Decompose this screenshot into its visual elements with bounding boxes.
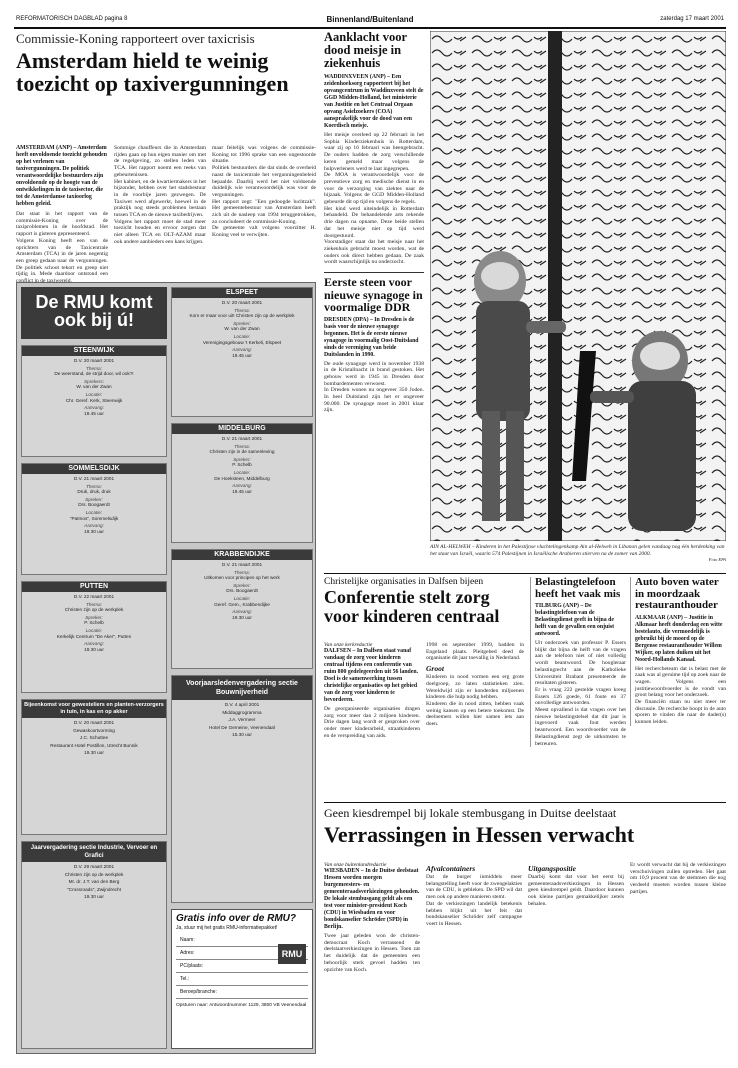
rmu-logo: RMU xyxy=(278,944,306,964)
rmu-box-title: STEENWIJK xyxy=(22,346,166,356)
rmu-speaker-label: Spreker: xyxy=(233,320,251,326)
header-date: zaterdag 17 maart 2001 xyxy=(660,16,724,22)
rmu-box-title: SOMMELSDIJK xyxy=(22,464,166,474)
article-belasting-p3: Meest opvallend is dat vragen over het nieuwe belastingstelsel dat dit jaar is ingevoerd vaak fout werden beantwoord. Een woordvoerder van de Belastingdienst zegt de uitkomsten te betreuren. xyxy=(535,707,626,747)
rmu-box-title: ELSPEET xyxy=(172,288,312,298)
rmu-location: Verenigingsgebouw 't Kerkeli, Elspeet xyxy=(202,339,282,345)
article-hessen-sub2: Uitgangspositie xyxy=(528,864,576,873)
rmu-location-label: Locatie: xyxy=(85,627,103,633)
page-header xyxy=(14,14,726,26)
rmu-thema: Christen zijn op de werkplek xyxy=(64,607,124,613)
rmu-time-label: Aanvang: xyxy=(232,609,252,615)
article-meisje-p4: Voorstadiger staat dat het meisje naar het ziekenhuis gebracht moest worden, wat de ouders ook direct hebben gedaan. De zaak wordt waarschijnlijk nu onderzocht. xyxy=(324,239,424,266)
rmu-location: Kerkelijk Centrum "De Aker", Putten xyxy=(56,633,132,639)
rmu-box-putten xyxy=(21,581,167,693)
form-field-label: Adres xyxy=(180,950,194,956)
rmu-box-date: D.V. 22 maart 2001 xyxy=(73,594,115,599)
article-tax-col2 xyxy=(114,145,206,246)
article-hessen-headline: Verrassingen in Hessen verwacht xyxy=(324,822,635,847)
rmu-special-title: Jaarvergadering sectie Industrie, Vervoer en Grafici xyxy=(22,842,166,862)
article-meisje xyxy=(324,31,424,414)
header-rule xyxy=(14,27,726,29)
rmu-location-label: Locatie: xyxy=(85,391,103,397)
rmu-box-special-1 xyxy=(21,699,167,835)
article-auto-p1: Het rechercheteam dat is belast met de zaak was al geruime tijd op zoek naar de wagen. Volgens een justitiewoordvoerder is de vondt van groot belang voor het onderzoek. xyxy=(635,665,727,699)
rmu-time: 19.30 uur xyxy=(84,528,104,534)
rmu-special-speaker: J.A. Vermeer xyxy=(228,717,256,723)
rmu-speaker: P. Schelb xyxy=(232,462,252,468)
rmu-box-title: KRABBENDIJKE xyxy=(172,550,312,560)
rmu-info-form xyxy=(171,909,313,1049)
rmu-time: 19.30 uur xyxy=(84,646,104,652)
rmu-thema-label: Thema: xyxy=(234,569,250,575)
article-hessen-byline: Van onze buitenlandredactie xyxy=(324,862,387,868)
rmu-time-label: Aanvang: xyxy=(232,347,252,353)
rmu-time: 19.45 uur xyxy=(232,488,252,494)
rmu-speaker-label: Sprekers: xyxy=(83,378,105,384)
article-hessen-p2: Dat de burger inmiddels meer belangstelling heeft voor de zwengelakties van de CDU, is gebleken. De SPD wil dat men ook op andere manieren stemt. xyxy=(426,874,522,901)
rmu-special-speaker: J.C. Schuttee xyxy=(79,735,109,741)
rmu-time: 19.45 uur xyxy=(84,410,104,416)
rmu-box-date: D.V. 21 maart 2001 xyxy=(73,476,115,481)
header-left: REFORMATORISCH DAGBLAD pagina 8 xyxy=(16,16,128,22)
rmu-special-meeting: Middaggrogramma xyxy=(222,709,262,715)
rmu-location-label: Locatie: xyxy=(233,595,251,601)
rmu-location: De Hoeksteen, Middelburg xyxy=(214,475,270,481)
article-synagoge-p2: In Dresden wonen nu ongeveer 350 Joden. In heel Duitsland zijn het er ongeveer 90.000. De synagoge moet in 2001 klaar zijn. xyxy=(324,387,424,414)
rmu-box-date: D.V. 21 maart 2001 xyxy=(221,436,263,441)
rmu-time: 19.45 uur xyxy=(232,352,252,358)
article-meisje-p1: Het meisje overleed op 22 februari in het Sophia Kinderziekenhuis in Rotterdam, waar zij op 16 februari was heengebracht. De ouders hadden de zorg verschillende keren gemeld maar volgens de hulpverleners werd te laat ingegrepen. xyxy=(324,132,424,172)
rmu-box-date: D.V. 20 maart 2001 xyxy=(221,300,263,305)
rmu-thema: Druk, druk, druk xyxy=(77,489,111,495)
rmu-speaker-label: Spreker: xyxy=(85,614,103,620)
rmu-speaker: W. van der Zwan xyxy=(224,326,260,332)
article-dalfsen-col2 xyxy=(426,642,524,728)
form-field-name[interactable]: Naam: xyxy=(176,934,308,947)
article-tax-p5: Volgens het rapport moet de stad meer toezicht houden en ervoor zorgen dat niet alleen TCA en OLT-AZAM maar ook andere aanbieders een kans krijgen. xyxy=(114,218,206,245)
rmu-thema: De weerstand, de strijd door, wil ook?! xyxy=(54,371,134,377)
rmu-box-sommelsdijk xyxy=(21,463,167,575)
article-tax-p4: Het kabinet, en de kwartiermakers in het bijzonder, hebben over het stadsbestuur in de voorbije jaren gezwegen. De Taxiwet werd afgewerkt, hoewel in de praktijk nog steeds problemen bestaan tussen TCA en de nieuwe taxibedrijven. xyxy=(114,178,206,219)
article-synagoge xyxy=(324,272,424,414)
form-field-label: Naam xyxy=(180,937,194,943)
rmu-thema: Kom er maar voor uit! Christen zijn op de werkplek xyxy=(189,313,295,319)
article-synagoge-p1: De oude synagoge werd in november 1938 in de Kristallnacht in brand gestoken. Het gebouw werd in 1945 in Dresden door bombardementen verwoest. xyxy=(324,360,424,387)
rmu-special-location: Restaurant Hotel Postillon, Utrecht Bunnik xyxy=(50,742,138,748)
rmu-special-title: Bijeenkomst voor gewesteliers en planten-verzorgers in tuin, in kas en op akker xyxy=(22,700,166,718)
article-belasting xyxy=(530,577,626,747)
rmu-advertisement xyxy=(16,282,316,1054)
rmu-speaker: Drs. Boogaerdt xyxy=(226,588,258,594)
rmu-thema-label: Thema: xyxy=(234,443,250,449)
header-section: Binnenland/Buitenland xyxy=(326,15,414,24)
article-dalfsen xyxy=(324,577,524,626)
rmu-special-thema: Christen zijn op de werkplek xyxy=(64,871,124,877)
article-tax-col1 xyxy=(16,145,108,285)
rmu-location: Geref. Gem., Krabbendijke xyxy=(214,601,270,607)
rmu-thema-label: Thema: xyxy=(86,365,102,371)
rmu-box-special-3 xyxy=(21,841,167,1049)
article-dalfsen-kicker: Christelijke organisaties in Dalfsen bijeen xyxy=(324,577,484,587)
rmu-box-elspeet xyxy=(171,287,313,417)
rmu-speaker-label: Spreker: xyxy=(233,456,251,462)
photo-image xyxy=(430,31,726,541)
newspaper-page xyxy=(14,14,726,1054)
article-meisje-headline: Aanklacht voor dood meisje in ziekenhuis xyxy=(324,30,407,70)
rmu-time: 19.30 uur xyxy=(232,614,252,620)
article-tax-intro: AMSTERDAM (ANP) – Amsterdam heeft onvoldoende toezicht gehouden op het verlenen van taxivergunningen. De politiek verantwoordelijke bestuurders zijn onvoldoende op de hoogte van de ontwikkelingen in de taxisector, die tot de Amsterdamse taxioorlog hebben geleid. xyxy=(16,145,107,207)
form-field-address[interactable]: Adres: xyxy=(176,947,308,960)
rmu-special-thema: Gewaskoortvorming xyxy=(73,727,115,733)
rmu-thema-label: Thema: xyxy=(86,601,102,607)
mid-rule xyxy=(324,573,726,574)
rmu-special-date: D.V. 4 april 2001 xyxy=(224,702,260,707)
article-hessen-col3 xyxy=(528,862,624,908)
rmu-box-steenwijk xyxy=(21,345,167,457)
rmu-thema-label: Thema: xyxy=(86,483,102,489)
rmu-special-date: D.V. 20 maart 2001 xyxy=(73,720,115,725)
article-dalfsen-intro: DALFSEN – In Dalfsen staat vanaf vandaag de zorg voor kinderen centraal tijdens een conferentie van ruim 800 gedelegeerden uit 56 landen. Doel is de samenwerking tussen christelijke organisaties op het gebied van de zorg voor kinderen te bevorderen. xyxy=(324,648,419,703)
photo-caption-block xyxy=(430,544,726,564)
article-tax-p1: Dat staat in het rapport van de commissie-Koning over de taxiproblemen in de hoofdstad. Het rapport is gisteren gepresenteerd. xyxy=(16,211,108,238)
rmu-time-label: Aanvang: xyxy=(84,641,104,647)
article-auto xyxy=(630,577,726,726)
rmu-special-time: 19.30 uur xyxy=(84,750,104,756)
article-synagoge-intro: DRESDEN (DPA) – In Dresden is de basis voor de nieuwe synagoge begonnen. Het is de eerste nieuwe synagoge in voormalig Oost-Duitsland sinds de vereniging van beide Duitslanden in 1990. xyxy=(324,316,419,358)
article-belasting-p1: Uit onderzoek van professor P. Essers blijkt dat bijna de helft van de vragen aan de telefoon niet of niet volledig wordt beantwoord. De hoogleraar belastingrecht aan de Katholieke Universiteit Brabant presenteerde de resultaten gisteren. xyxy=(535,640,626,687)
article-hessen xyxy=(324,806,726,846)
form-field-label: Tel. xyxy=(180,976,188,982)
rmu-thema: Uitkomen voor principes op het werk xyxy=(204,575,280,581)
rmu-location: Chr. Geref. Kerk, Steenwijk xyxy=(65,397,123,403)
rmu-location-label: Locatie: xyxy=(233,333,251,339)
article-synagoge-headline: Eerste steen voor nieuwe synagoge in voormalige DDR xyxy=(324,275,423,315)
rmu-special-location: "Crossroads", Zwijndrecht xyxy=(67,886,121,892)
article-tax-headline: Amsterdam hield te weinig toezicht op taxivergunningen xyxy=(16,48,289,96)
rmu-box-krabbendijke xyxy=(171,549,313,669)
rmu-box-special-2 xyxy=(171,675,313,903)
article-hessen-col1 xyxy=(324,862,420,973)
rmu-box-title: MIDDELBURG xyxy=(172,424,312,434)
article-hessen-col2 xyxy=(426,862,522,928)
rmu-thema-label: Thema: xyxy=(234,307,250,313)
article-dalfsen-sub: Groot xyxy=(426,664,444,674)
form-title: Gratis info over de RMU? xyxy=(176,913,297,924)
article-dalfsen-p4: Kinderen die in nood zitten, hebben vaak weinig kansen op een betere toekomst. De deelnemers willen hier samen iets aan doen. xyxy=(426,700,524,728)
article-dalfsen-p2: Kinderen in nood vormen een erg grote doelgroep, zo laten statistieken zien. Wereldwijd zijn er honderden miljoenen kinderen die hulp nodig hebben. xyxy=(426,674,524,701)
form-note: Opsturen naar: Antwoordnummer 1129, 3800 VB Veenendaal xyxy=(176,1003,307,1008)
rmu-box-title: PUTTEN xyxy=(22,582,166,592)
article-meisje-intro: WADDINXVEEN (ANP) – Een zeidenhoeksorg rapporteert bij het opvangcentrum in Waddinxveen stelt de GGD Midden-Holland, het ministerie van Justitie en het Centraal Orgaan opvang Asielzoekers (COA) aansprakelijk voor de dood van een Koerdisch meisje. xyxy=(324,74,424,129)
article-auto-intro: ALKMAAR (ANP) – Justitie in Alkmaar heeft donderdag een witte bestelauto, die vermoedelijk is gebruikt bij de moord op de Bergense restauranthouder Willem Wijker, op laten duiken uit het Noord-Hollands Kanaal. xyxy=(635,614,723,663)
rmu-speaker: Drs. Boogaerdt xyxy=(78,502,110,508)
article-auto-p2: De financiën staan nu niet meer ter discussie. De recherche hoopt in de auto sporen te vinden die naar de dader(s) kunnen leiden. xyxy=(635,699,726,726)
form-field-label: PC/plaats xyxy=(180,963,202,969)
rmu-special-date: D.V. 29 maart 2001 xyxy=(73,864,115,869)
rmu-box-date: D.V. 20 maart 2001 xyxy=(73,358,115,363)
article-hessen-kicker: Geen kiesdrempel bij lokale stembusgang in Duitse deelstaat xyxy=(324,806,617,820)
article-dalfsen-byline: Van onze kerkredactie xyxy=(324,642,373,648)
article-hessen-intro: WIESBADEN – In de Duitse deelstaat Hessen worden morgen burgemeesters- en gemeenteraadsverkiezingen gehouden. De lokale stembusgang geldt als een test voor minister-president Koch (CDU) in Wiesbaden en voor bondskanselier Schröder (SPD) in Berlijn. xyxy=(324,868,420,930)
rmu-box-date: D.V. 21 maart 2001 xyxy=(221,562,263,567)
rmu-location-label: Locatie: xyxy=(85,509,103,515)
article-tax-p8: Het rapport zegt: "Een gedoogde luchtzak". Het gemeentebestuur van Amsterdam heeft zich uit de nasleep van 1994 teruggetrokken, zo concludeert de commissie-Koning. xyxy=(212,198,316,225)
article-tax-p2: Volgens Koning heeft een van de oprichters van de Taxicentrale Amsterdam (TCA) in de jaren negentig een greep gedaan naar de vergunningen. De politiek schoot tekort en greep niet tijdig in. Mede daardoor ontstond een xyxy=(16,237,108,278)
rmu-time-label: Aanvang: xyxy=(232,483,252,489)
article-dalfsen-p3: 1998 en september 1999, hadden in Engeland plaats. Pleitgebed deed de organisatie dit jaar toevallig in Nederland. xyxy=(426,642,524,662)
article-belasting-intro: TILBURG (ANP) – De belastingtelefoon van de Belastingdienst geeft in bijna de helft van de gevallen een onjuist antwoord. xyxy=(535,603,615,637)
form-field-city[interactable]: PC/plaats: xyxy=(176,960,308,973)
article-dalfsen-headline: Conferentie stelt zorg voor kinderen centraal xyxy=(324,587,500,626)
article-hessen-p3: Dat de verkiezingen landelijk betekenis hebben blijkt uit het feit dat bondskanselier Schröder zelf campagne voert in Hessen. xyxy=(426,900,522,927)
form-description: Ja, stuur mij het gratis RMU-informatiepakket! xyxy=(176,925,278,931)
form-field-phone[interactable]: Tel.: xyxy=(176,973,308,986)
photo-credit: Foto EPA xyxy=(708,557,726,563)
article-tax-p3: Sommige chauffeurs die in Amsterdam rijden gaan op hun eigen manier om met de regelgeving, zo stellen leden van TCA. Het rapport noemt een reeks van gebeurtenissen. xyxy=(114,145,206,178)
form-field-label: Beroep/branche xyxy=(180,989,216,995)
rmu-time-label: Aanvang: xyxy=(84,523,104,529)
article-tax-kicker: Commissie-Koning rapporteert over taxicrisis xyxy=(16,31,255,46)
rmu-thema: Christen zijn in de samenleving xyxy=(209,449,275,455)
article-hessen-p4: Daarbij komt dat voor het eerst bij gemeenteraadsverkiezingen in Hessen geen kiesdrempel geldt. Daardoor kunnen ook kleine partijen gemakkelijker zetels behalen. xyxy=(528,874,624,907)
article-hessen-p5: Er wordt verwacht dat bij de verkiezingen verschuivingen zullen optreden. Het gaat om 10,9 procent van de stemmen die nog verdeeld moeten worden tussen kleine partijen. xyxy=(630,862,726,895)
article-hessen-p1: Twee jaar geleden won de christen-democraat Koch verrassend de deelstaatverkiezingen in Hessen. Toen zat het duidelijk dat de gemeenten een behoorlijk sterk gevoel hadden ten opzichte van Koch. xyxy=(324,933,420,973)
form-field-profession[interactable]: Beroep/branche: xyxy=(176,986,308,999)
article-belasting-p2: Er is vraag 222 gestelde vragen kreeg Essers 126 goede, 61 foute en 37 onvolledige antwoorden. xyxy=(535,686,626,707)
article-auto-headline: Auto boven water in moordzaak restauranthouder xyxy=(635,576,719,611)
article-tax xyxy=(16,31,316,95)
article-tax-p7: Politiek bestuurders die dat sinds de overheid naast de taxicentrale het vergunningenbeleid bepaalde. Daarbij werd het niet voldoende duidelijk wie verantwoordelijk was voor de vergunningen. xyxy=(212,165,316,198)
article-tax-p9: De gemeente valt volgens voorzitter H. Koning veel te verwijten. xyxy=(212,225,316,239)
article-meisje-p3: Het kind werd uiteindelijk in Rotterdam behandeld. De behandelende arts rekende drie dagen na opname. Deze beide stellen dat het meisje niet op tijd werd doorgestuurd. xyxy=(324,205,424,239)
rmu-box-middelburg xyxy=(171,423,313,543)
hessen-rule xyxy=(324,802,726,803)
news-photo xyxy=(430,31,726,541)
rmu-speaker: W. van der Zwan xyxy=(76,384,112,390)
rmu-special-time: 19.30 uur xyxy=(84,894,104,900)
rmu-location-label: Locatie: xyxy=(233,469,251,475)
rmu-time-label: Aanvang: xyxy=(84,405,104,411)
photo-caption: AIN AL-HELWEH – Kinderen in het Palestijnse vluchtelingenkamp Ain al-Helweh in Libanon gelen vandaag nog één herdenking van het staat van Israël, waarin 574 Palestijnen in Israëlische Arabieren stierven na de zomer van 2000. xyxy=(430,544,725,557)
article-hessen-col4 xyxy=(630,862,726,896)
article-tax-col3 xyxy=(212,145,316,239)
article-hessen-sub1: Afvalcontainers xyxy=(426,864,476,873)
rmu-special-title: Voorjaarsledenvergadering sectie Bouwnijverheid xyxy=(172,676,312,700)
rmu-special-location: Hotel De Gemeine, Veenendaal xyxy=(209,724,275,730)
article-dalfsen-col1 xyxy=(324,642,420,740)
rmu-speaker-label: Spreker: xyxy=(233,582,251,588)
rmu-special-time: 15.30 uur xyxy=(232,732,252,738)
rmu-speaker-label: Spreker: xyxy=(85,496,103,502)
rmu-location: "Patmos", Sommelsdijk xyxy=(69,515,119,521)
article-belasting-headline: Belastingtelefoon heeft het vaak mis xyxy=(535,576,621,600)
article-dalfsen-p1: De georganiseerde organisaties dragen zorg voor meer dan 2 miljoen kinderen. Drie dagen lang wordt er gesproken over onder meer kinderarbeid, straatkinderen en de verspreiding van aids. xyxy=(324,706,420,739)
article-tax-p6: maar feitelijk was volgens de commissie-Koning tot 1996 sprake van een ongestoorde situatie. xyxy=(212,145,316,165)
article-meisje-p2: De MOA is verantwoordelijk voor de preventieve zorg en medische dienst in en voor de verzorging van ziektes naar de bijzaak. Volgens de GGD Midden-Holland gebeurde dit op tijd en volgens de regels. xyxy=(324,172,424,206)
rmu-title: De RMU komt ook bij ú! xyxy=(21,287,167,339)
rmu-speaker: P. Schelb xyxy=(84,620,104,626)
rmu-special-speaker: Mr. dr. J.T. van den Berg xyxy=(68,879,120,885)
